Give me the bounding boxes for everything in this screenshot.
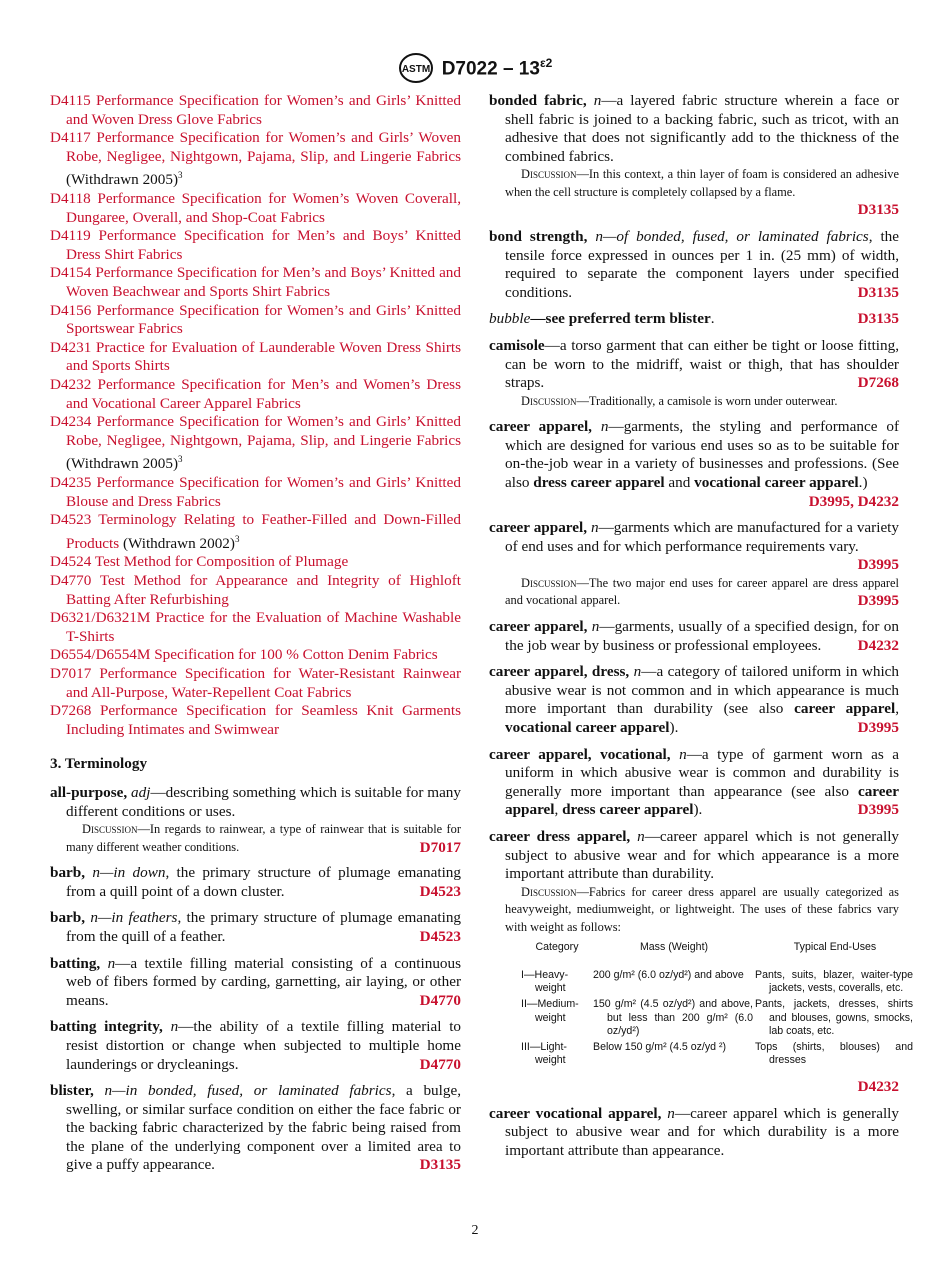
reference-item[interactable] <box>50 339 461 376</box>
document-number: $D7022 - 13^{\varepsilon 2}$ <box>441 55 553 80</box>
reference-code[interactable]: D7017 <box>419 838 461 856</box>
right-column <box>489 92 913 1168</box>
term-qualifier: —in bonded, fused, or laminated fabrics <box>112 1082 392 1100</box>
reference-code[interactable]: D7268 <box>857 374 899 392</box>
reference-item[interactable] <box>50 646 461 665</box>
reference-item[interactable] <box>50 511 461 553</box>
page-number: 2 <box>471 1223 479 1238</box>
discussion-note: Discussion—Traditionally, a camisole is worn under outerwear. <box>521 393 838 408</box>
term-entry <box>50 1018 461 1074</box>
discussion-note: Discussion—The two major end uses for career apparel are dress apparel and vocational apparel. D3995 <box>505 575 899 610</box>
reference-item[interactable] <box>50 609 461 646</box>
term-qualifier: —in feathers <box>97 909 178 927</box>
reference-item[interactable] <box>50 190 461 227</box>
reference-title[interactable]: Performance Specification for Women’s and Girls’ Knitted Robe, Negligee, Nightgown, Pajama, Slip, and Lingerie Fabrics <box>66 413 461 449</box>
term-qualifier: —in down <box>99 864 166 882</box>
term-definition: —the ability of a textile filling material to resist distortion or change when subjected to multiple home launderings or drycleanings. <box>66 1018 462 1073</box>
reference-code[interactable]: D3135 <box>857 201 899 219</box>
reference-item[interactable] <box>50 264 461 301</box>
reference-code[interactable]: D4524 <box>50 553 92 571</box>
term-entry-career-apparel-dress: career apparel, dress, n—a category of tailored uniform in which abusive wear is not common and in which appearance is much more important than durability (see also career apparel, vocational career apparel). D3995 <box>489 663 900 736</box>
table-row <box>521 1041 915 1070</box>
term-entry-career-vocational-apparel: career vocational apparel, n—career apparel which is generally subject to abusive wear and for which durability is a more important attribute than appearance. <box>489 1104 899 1159</box>
reference-title[interactable]: Specification for 100 % Cotton Denim Fabrics <box>154 646 438 664</box>
term-definition: , the primary structure of plumage emanating from a quill point of a down cluster. <box>66 864 461 900</box>
part-of-speech: n <box>104 1082 113 1100</box>
table-row <box>521 998 915 1041</box>
reference-code[interactable]: D3135 <box>857 283 899 301</box>
reference-item[interactable] <box>50 302 461 339</box>
term-heading: blister, <box>50 1082 94 1100</box>
term-entry <box>50 864 461 901</box>
reference-code[interactable]: D7017 <box>50 665 92 682</box>
reference-code[interactable]: D4770 <box>419 991 461 1009</box>
reference-title[interactable]: Performance Specification for Men’s and Boys’ Knitted Dress Shirt Fabrics <box>66 227 462 263</box>
reference-title[interactable]: Practice for Evaluation of Launderable Woven Dress Shirts and Sports Shirts <box>66 338 462 375</box>
reference-code[interactable]: D4232 <box>857 1077 899 1095</box>
reference-title[interactable]: Performance Specification for Seamless Knit Garments Including Intimates and Swimwear <box>66 702 461 738</box>
reference-title[interactable]: Performance Specification for Women’s and Girls’ Woven Robe, Negligee, Nightgown, Pajama, Slip, and Lingerie Fabrics <box>66 129 461 165</box>
reference-code[interactable]: D3135 <box>857 310 899 328</box>
reference-code[interactable]: D4115 <box>50 92 91 109</box>
reference-item[interactable] <box>50 376 461 413</box>
reference-code[interactable]: D4232 <box>50 375 92 393</box>
term-entry <box>50 909 461 946</box>
term-heading: batting integrity, <box>50 1018 163 1036</box>
reference-item[interactable] <box>50 413 461 474</box>
reference-item[interactable] <box>50 553 461 572</box>
reference-code[interactable]: D4235 <box>50 474 92 491</box>
term-heading: barb, <box>50 864 86 882</box>
term-entry <box>50 784 461 856</box>
reference-code[interactable]: D4154 <box>50 264 92 282</box>
discussion-note: Discussion—In regards to rainwear, a type of rainwear that is suitable for many different weather conditions. D7017 <box>66 822 461 856</box>
reference-code[interactable]: D3995 <box>857 556 899 574</box>
reference-item[interactable] <box>50 702 461 739</box>
footnote-mark: 3 <box>234 533 240 544</box>
reference-title[interactable]: Terminology Relating to Feather-Filled and Down-Filled Products <box>66 511 461 552</box>
page-header <box>0 52 950 84</box>
reference-code[interactable]: D6554/D6554M <box>50 646 151 664</box>
part-of-speech: n <box>90 909 98 927</box>
reference-code[interactable]: D3995 <box>857 718 899 736</box>
left-column <box>50 92 461 1183</box>
reference-code[interactable]: D3995 <box>857 592 899 610</box>
reference-item[interactable] <box>50 665 461 702</box>
term-heading: batting, <box>50 954 101 972</box>
table-cell: Tops (shirts, blouses) and dresses <box>755 1040 913 1067</box>
table-body <box>521 969 915 1070</box>
footnote-mark: 3 <box>178 454 183 465</box>
table-cell: 200 g/m² (6.0 oz/yd²) and above <box>593 968 744 981</box>
term-entry-career-apparel-2: career apparel, n—garments which are manufactured for a variety of end uses and for which performance requirements vary. D3995 Discussion—The two major end uses for career apparel are dress apparel and vocational apparel. D3995 <box>489 519 899 610</box>
reference-code[interactable]: D7268 <box>50 702 92 720</box>
table-cell: 150 g/m² (4.5 oz/yd²) and above, but less than 200 g/m² (6.0 oz/yd²) <box>593 997 753 1038</box>
reference-title[interactable]: Performance Specification for Women’s and Girls’ Knitted Sportswear Fabrics <box>66 301 461 338</box>
table-cell: III—Light-weight <box>521 1040 567 1067</box>
term-definition: , the primary structure of plumage emanating from the quill of a feather. <box>66 909 462 945</box>
footnote-mark: 3 <box>178 170 183 181</box>
term-definition: , a bulge, swelling, or similar surface condition on either the face fabric or the backing fabric characterized by the fabric being raised from the plane of the underlying component over a limited area to give a puffy appearance. <box>66 1082 462 1174</box>
reference-item[interactable] <box>50 474 461 511</box>
part-of-speech: n <box>107 954 116 972</box>
table-cell: Below 150 g/m² (4.5 oz/yd ²) <box>593 1040 727 1053</box>
reference-title[interactable]: Performance Specification for Men’s and Boys’ Knitted and Woven Beachwear and Sports Shirt Fabrics <box>66 264 461 300</box>
term-entry-bond-strength: bond strength, n—of bonded, fused, or laminated fabrics, the tensile force expressed in ounces per 1 in. (25 mm) of width, required to separate the component layers under specified conditions. D3135 <box>489 227 900 301</box>
reference-title[interactable]: Performance Specification for Men’s and Women’s Dress and Vocational Career Apparel Fabrics <box>66 375 462 412</box>
reference-code[interactable]: D4770 <box>50 572 92 590</box>
term-entry-bonded-fabric: bonded fabric, n—a layered fabric structure wherein a face or shell fabric is joined to a backing fabric, such as tricot, with an adhesive that does not significantly add to the thickness of the combined fabrics. Discussion—In this context, a thin layer of foam is considered an adhesive when the cell structure is completely collapsed by a flame. D3135 <box>489 92 900 219</box>
reference-code[interactable]: D6321/D6321M <box>50 609 151 627</box>
reference-title[interactable]: Practice for the Evaluation of Machine Washable T-Shirts <box>66 609 461 645</box>
term-entry-career-apparel-1: career apparel, n—garments, the styling and performance of which are designed for various end uses so as to be suitable for on-the-job wear in a variety of businesses and professions. (See also dress career apparel and vocational career apparel.) D3995, D4232 <box>489 418 900 510</box>
term-heading: all-purpose, <box>50 783 128 801</box>
reference-code[interactable]: D4523 <box>419 927 461 945</box>
discussion-note: Discussion—Fabrics for career dress apparel are usually categorized as heavyweight, mediumweight, or lightweight. The uses of these fabrics vary with weight as follows: <box>505 884 899 934</box>
reference-code[interactable]: D4232 <box>857 492 899 510</box>
reference-code[interactable]: D3995 <box>808 492 851 510</box>
withdrawn-note: (Withdrawn 2005) <box>66 455 178 473</box>
term-heading: barb, <box>50 909 86 927</box>
term-entry-career-apparel-3: career apparel, n—garments, usually of a specified design, for on the job wear by business or professional employees. D4232 <box>489 617 899 654</box>
reference-title[interactable]: Performance Specification for Water-Resistant Rainwear and All-Purpose, Water-Repellent Coat Fabrics <box>66 665 461 701</box>
reference-item[interactable] <box>50 227 461 264</box>
reference-item[interactable] <box>50 572 461 609</box>
reference-title[interactable]: Test Method for Appearance and Integrity of Highloft Batting After Refurbishing <box>66 572 461 608</box>
discussion-note: Discussion—In this context, a thin layer of foam is considered an adhesive when the cell structure is completely collapsed by a flame. <box>505 167 899 199</box>
reference-item[interactable] <box>50 129 461 190</box>
term-entry <box>50 1082 461 1175</box>
reference-title[interactable]: Performance Specification for Women’s and Girls’ Knitted and Woven Dress Glove Fabrics <box>66 92 461 128</box>
reference-code[interactable]: D4231 <box>50 338 92 356</box>
reference-code[interactable]: D4119 <box>50 227 91 245</box>
reference-code[interactable]: D3995 <box>857 801 899 819</box>
term-entry <box>50 955 461 1011</box>
terminology-left <box>50 784 461 1175</box>
table-cell: II—Medium-weight <box>521 997 579 1024</box>
reference-codes: D3995, D4232 <box>808 492 899 510</box>
reference-code[interactable]: D4523 <box>50 511 92 529</box>
withdrawn-note: (Withdrawn 2005) <box>66 171 178 189</box>
reference-title[interactable]: Performance Specification for Women’s and Girls’ Knitted Blouse and Dress Fabrics <box>66 474 461 510</box>
part-of-speech: n <box>92 864 100 882</box>
reference-code[interactable]: D4523 <box>419 882 461 900</box>
reference-code[interactable]: D4156 <box>50 301 92 319</box>
table-cell: Pants, jackets, dresses, shirts and blouses, gowns, smocks, lab coats, etc. <box>755 997 913 1038</box>
reference-item[interactable] <box>50 92 461 129</box>
term-entry-career-dress-apparel: career dress apparel, n—career apparel which is not generally subject to abusive wear and for which appearance is a more important attribute than durability. Discussion—Fabrics for career dress apparel are usually categorized as heavyweight, mediumweight, or lightweight. The uses of these fabrics vary with weight as follows: Category Mass (Weight) Typical End-Uses I—Heavy-weight 200 g/m² (6.0 oz/yd²) and above Pants, suits, blazer, waiter-type jackets, vests, coveralls, etc. II—Medium-weight 150 g/m² (4.5 oz/yd²) and above, but less than 200 g/m² (6.0 oz/yd²) Pants, jackets, dresses, shirts and blouses, gowns, smocks, lab coats, etc. III—Light-weight Below 150 g/m² (4.5 oz/yd ²) Tops (shirts, blouses) and dresses D4232 <box>489 827 913 1095</box>
section-title: 3. Terminology <box>50 755 148 773</box>
reference-code[interactable]: D4232 <box>857 636 899 654</box>
svg-text:ASTM: ASTM <box>401 64 430 75</box>
table-header-cell: Category <box>535 941 579 954</box>
reference-code[interactable]: D4118 <box>50 190 91 208</box>
part-of-speech: adj <box>131 783 151 801</box>
reference-code[interactable]: D4770 <box>419 1055 461 1073</box>
term-entry-camisole: camisole—a torso garment that can either be tight or loose fitting, can be worn to the midriff, waist or thigh, that has shoulder straps. D7268 Discussion—Traditionally, a camisole is worn under outerwear. <box>489 337 899 410</box>
table-header-cell: Typical End-Uses <box>793 941 877 954</box>
reference-title[interactable]: Performance Specification for Women’s Woven Coverall, Dungaree, Overall, and Shop-Coat Fabrics <box>66 190 462 226</box>
reference-code[interactable]: D3135 <box>419 1156 461 1174</box>
astm-logo-icon <box>398 52 434 84</box>
table-header-row <box>521 940 915 969</box>
term-definition: —describing something which is suitable for many different conditions or uses. <box>66 783 461 820</box>
term-entry-bubble: bubble—see preferred term blister. D3135 <box>489 310 899 328</box>
weight-category-table <box>521 940 915 1070</box>
part-of-speech: n <box>170 1018 179 1036</box>
reference-line <box>505 1078 899 1097</box>
reference-code[interactable]: D4117 <box>50 129 91 147</box>
table-cell: Pants, suits, blazer, waiter-type jackets, vests, coveralls, etc. <box>755 968 913 995</box>
term-entry-career-apparel-vocational: career apparel, vocational, n—a type of garment worn as a uniform in which abusive wear is common and durability is generally more important than appearance (see also career apparel, dress career apparel). D3995 <box>489 745 900 819</box>
table-row <box>521 969 915 998</box>
reference-title[interactable]: Test Method for Composition of Plumage <box>94 553 349 571</box>
table-header-cell: Mass (Weight) <box>639 941 709 954</box>
reference-code[interactable]: D4234 <box>50 413 92 431</box>
withdrawn-note: (Withdrawn 2002) <box>122 534 235 552</box>
table-cell: I—Heavy-weight <box>521 968 569 995</box>
term-definition: —a textile filling material consisting of a continuous web of fibers formed by carding, garnetting, air laying, or other means. <box>66 954 462 1009</box>
reference-list <box>50 92 461 739</box>
